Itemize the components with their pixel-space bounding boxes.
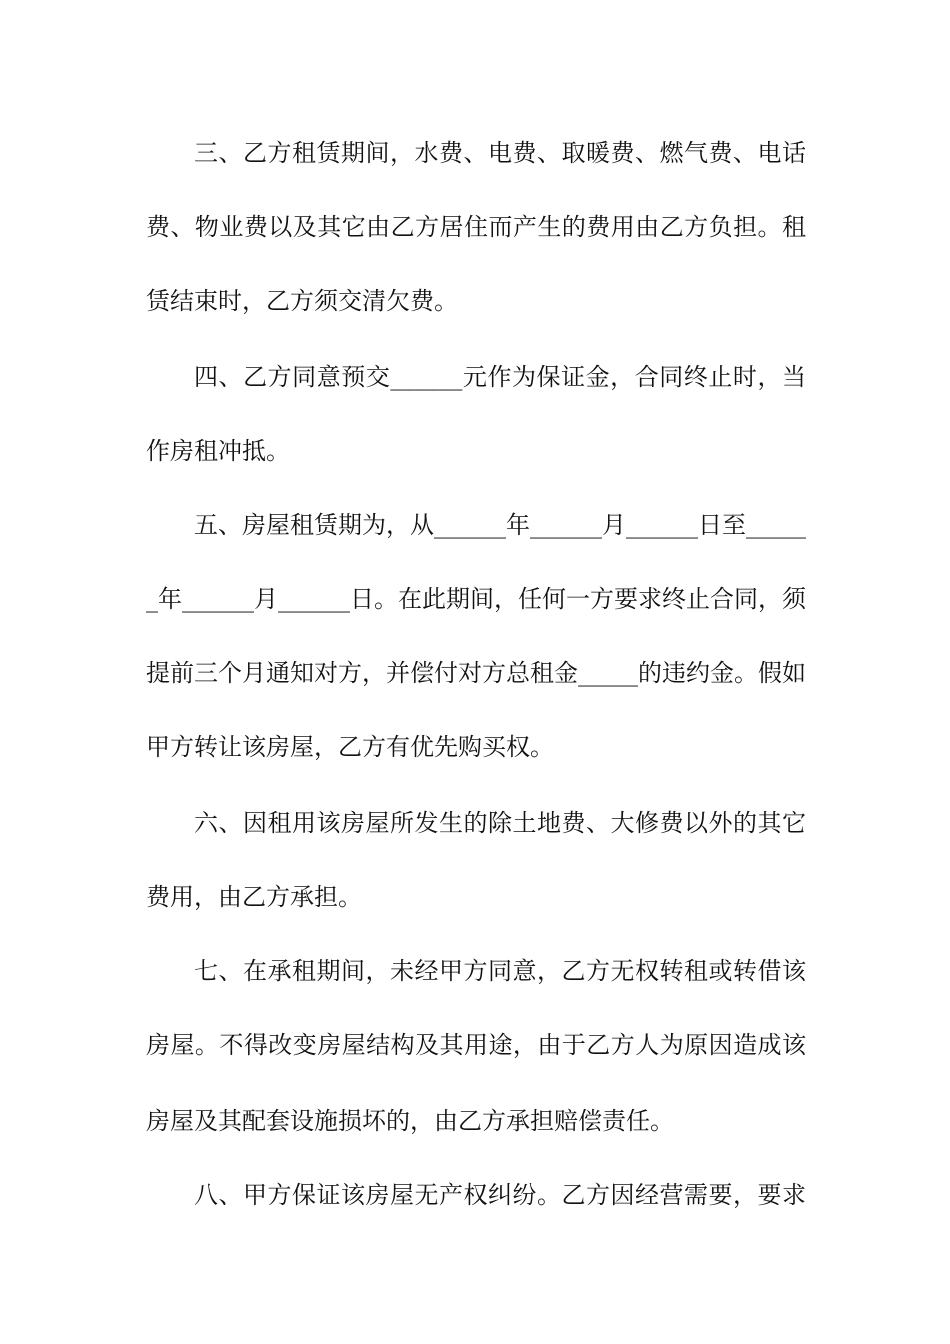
clause-3-line-2: 费、物业费以及其它由乙方居住而产生的费用由乙方负担。租 xyxy=(146,213,806,241)
clause-6-line-2: 费用，由乙方承担。 xyxy=(146,883,362,911)
clause-4-line-2: 作房租冲抵。 xyxy=(146,437,290,465)
clause-7-line-1: 七、在承租期间，未经甲方同意，乙方无权转租或转借该 xyxy=(194,957,806,985)
clause-6-line-1: 六、因租用该房屋所发生的除土地费、大修费以外的其它 xyxy=(194,809,806,837)
clause-8-line-1: 八、甲方保证该房屋无产权纠纷。乙方因经营需要，要求 xyxy=(194,1181,806,1209)
clause-5-line-4: 甲方转让该房屋，乙方有优先购买权。 xyxy=(146,733,554,761)
clause-5-line-2: _年______月______日。在此期间，任何一方要求终止合同，须 xyxy=(146,585,806,613)
clause-5-line-3: 提前三个月通知对方，并偿付对方总租金_____的违约金。假如 xyxy=(146,659,806,687)
clause-3-line-3: 赁结束时，乙方须交清欠费。 xyxy=(146,287,458,315)
clause-7-line-2: 房屋。不得改变房屋结构及其用途，由于乙方人为原因造成该 xyxy=(146,1031,806,1059)
clause-4-line-1: 四、乙方同意预交______元作为保证金，合同终止时，当 xyxy=(194,363,806,391)
clause-3-line-1: 三、乙方租赁期间，水费、电费、取暖费、燃气费、电话 xyxy=(194,139,806,167)
clause-5-line-1: 五、房屋租赁期为，从______年______月______日至_____ xyxy=(194,511,806,539)
clause-7-line-3: 房屋及其配套设施损坏的，由乙方承担赔偿责任。 xyxy=(146,1107,674,1135)
